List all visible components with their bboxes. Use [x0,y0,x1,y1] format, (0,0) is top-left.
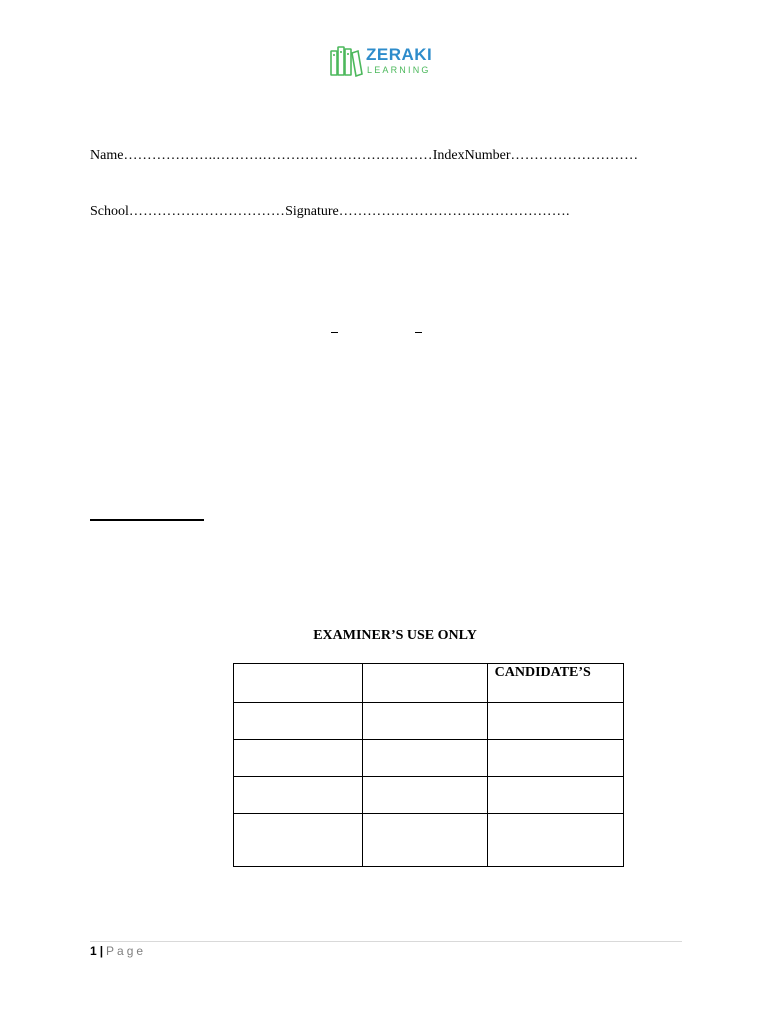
table-cell [363,664,487,703]
school-signature-line [90,204,570,220]
footer-divider [90,941,682,942]
signature-field[interactable]: …………………………………………. [338,204,570,219]
name-field[interactable]: ………………..……….……………………………… [123,148,433,163]
logo-subtitle: LEARNING [367,65,431,75]
zeraki-logo [329,45,441,79]
dash-mark-right [415,332,422,333]
page-number: 1 [90,944,97,958]
table-cell[interactable] [487,703,623,740]
table-cell[interactable] [487,814,623,867]
index-number-field[interactable]: ……………………… [510,148,639,163]
table-row [234,814,624,867]
table-header-row [234,664,624,703]
dash-mark-left [331,332,338,333]
index-number-label: IndexNumber [432,148,511,163]
table-row [234,740,624,777]
school-field[interactable]: …………………………… [128,204,286,219]
school-label: School [90,204,129,219]
name-label: Name [90,148,124,163]
table-cell[interactable] [363,703,487,740]
logo-title: ZERAKI [366,45,433,64]
table-cell[interactable] [234,740,363,777]
name-index-line [90,148,638,164]
table-cell[interactable] [363,777,487,814]
table-cell[interactable] [234,777,363,814]
examiner-title: EXAMINER’S USE ONLY [313,628,477,643]
table-cell [234,664,363,703]
table-cell[interactable] [234,814,363,867]
table-cell[interactable] [234,703,363,740]
page-footer [90,944,146,958]
signature-label: Signature [285,204,339,219]
table-cell[interactable] [363,814,487,867]
table-row [234,703,624,740]
candidate-header-cell: CANDIDATE’S [487,664,623,703]
table-cell[interactable] [487,740,623,777]
table-cell[interactable] [487,777,623,814]
table-cell[interactable] [363,740,487,777]
page-word: Page [106,944,147,958]
examiner-table [233,663,624,867]
footer-separator: | [99,944,104,958]
table-row [234,777,624,814]
books-icon [329,45,363,77]
underline-rule [90,519,204,521]
